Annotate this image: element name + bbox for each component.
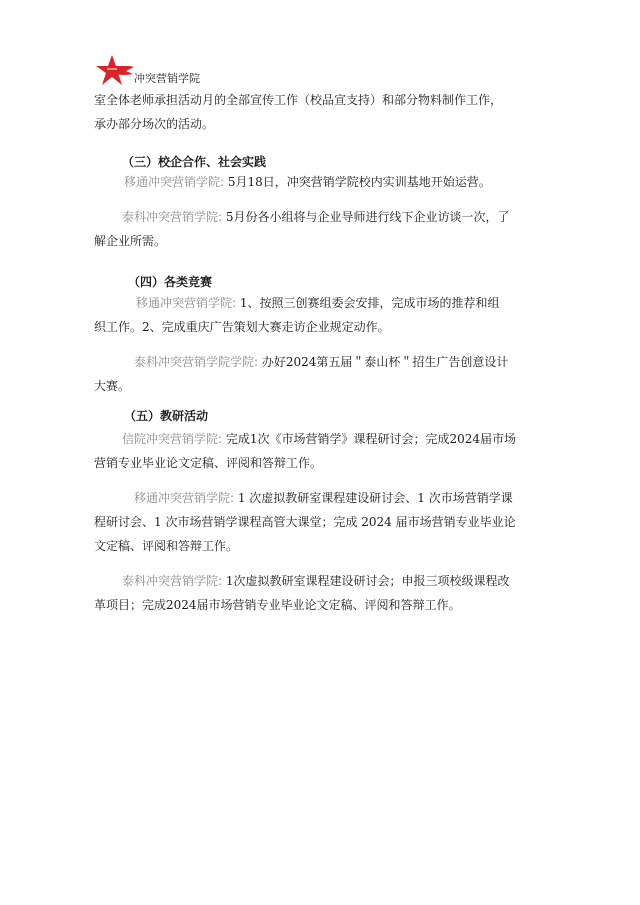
paragraph-2-text: 5月18日，冲突营销学院校内实训基地开始运营。 [224, 175, 491, 189]
paragraph-7-text-1: 1 次虚拟教研室课程建设研讨会、1 次市场营销学课 [234, 491, 513, 505]
brand-name: 冲突营销学院 [134, 72, 200, 85]
paragraph-3-label: 泰科冲突营销学院: [122, 210, 223, 224]
paragraph-8-line-1 [122, 569, 582, 593]
paragraph-6-label: 信院冲突营销学院: [122, 432, 223, 446]
section-heading-5: （五）教研活动 [124, 409, 209, 423]
paragraph-3-line-2: 解企业所需。 [94, 234, 167, 248]
paragraph-5-line-1 [134, 350, 594, 374]
paragraph-4-line-1 [136, 291, 596, 315]
paragraph-4-text-1: 1、按照三创赛组委会安排，完成市场的推荐和组 [236, 296, 500, 310]
paragraph-8-line-2: 革项目；完成2024届市场营销专业毕业论文定稿、评阅和答辩工作。 [94, 598, 461, 612]
paragraph-4-label: 移通冲突营销学院: [136, 296, 237, 310]
paragraph-7-label: 移通冲突营销学院: [134, 491, 235, 505]
section-heading-3: （三）校企合作、社会实践 [122, 155, 267, 169]
paragraph-5-line-2: 大赛。 [94, 379, 131, 393]
paragraph-5-text-1: 办好2024第五届＂泰山杯＂招生广告创意设计 [258, 355, 509, 369]
paragraph-2 [124, 170, 584, 194]
paragraph-1-line-2: 承办部分场次的活动。 [94, 117, 215, 131]
paragraph-6-line-1 [122, 427, 582, 451]
paragraph-1-line-1: 室全体老师承担活动月的全部宣传工作（校品宣支持）和部分物料制作工作， [94, 93, 503, 107]
paragraph-4-line-2: 织工作。2、完成重庆广告策划大赛走访企业规定动作。 [94, 320, 390, 334]
paragraph-3-text-1: 5月份各小组将与企业导师进行线下企业访谈一次，了 [222, 210, 510, 224]
paragraph-5-label: 泰科冲突营销学院学院: [134, 355, 259, 369]
section-heading-4: （四）各类竞赛 [128, 275, 213, 289]
paragraph-8-text-1: 1次虚拟教研室课程建设研讨会；申报三项校级课程改 [222, 574, 510, 588]
paragraph-7-line-3: 文定稿、评阅和答辩工作。 [94, 539, 239, 553]
paragraph-3-line-1 [122, 205, 582, 229]
paragraph-2-label: 移通冲突营销学院: [124, 175, 225, 189]
paragraph-7-line-1 [134, 486, 594, 510]
paragraph-7-line-2: 程研讨会、1 次市场营销学课程高管大课堂；完成 2024 届市场营销专业毕业论 [94, 515, 516, 529]
paragraph-8-label: 泰科冲突营销学院: [122, 574, 223, 588]
paragraph-6-line-2: 营销专业毕业论文定稿、评阅和答辩工作。 [94, 456, 323, 470]
paragraph-6-text-1: 完成1次《市场营销学》课程研讨会；完成2024届市场 [222, 432, 517, 446]
star-logo-icon [95, 54, 135, 88]
